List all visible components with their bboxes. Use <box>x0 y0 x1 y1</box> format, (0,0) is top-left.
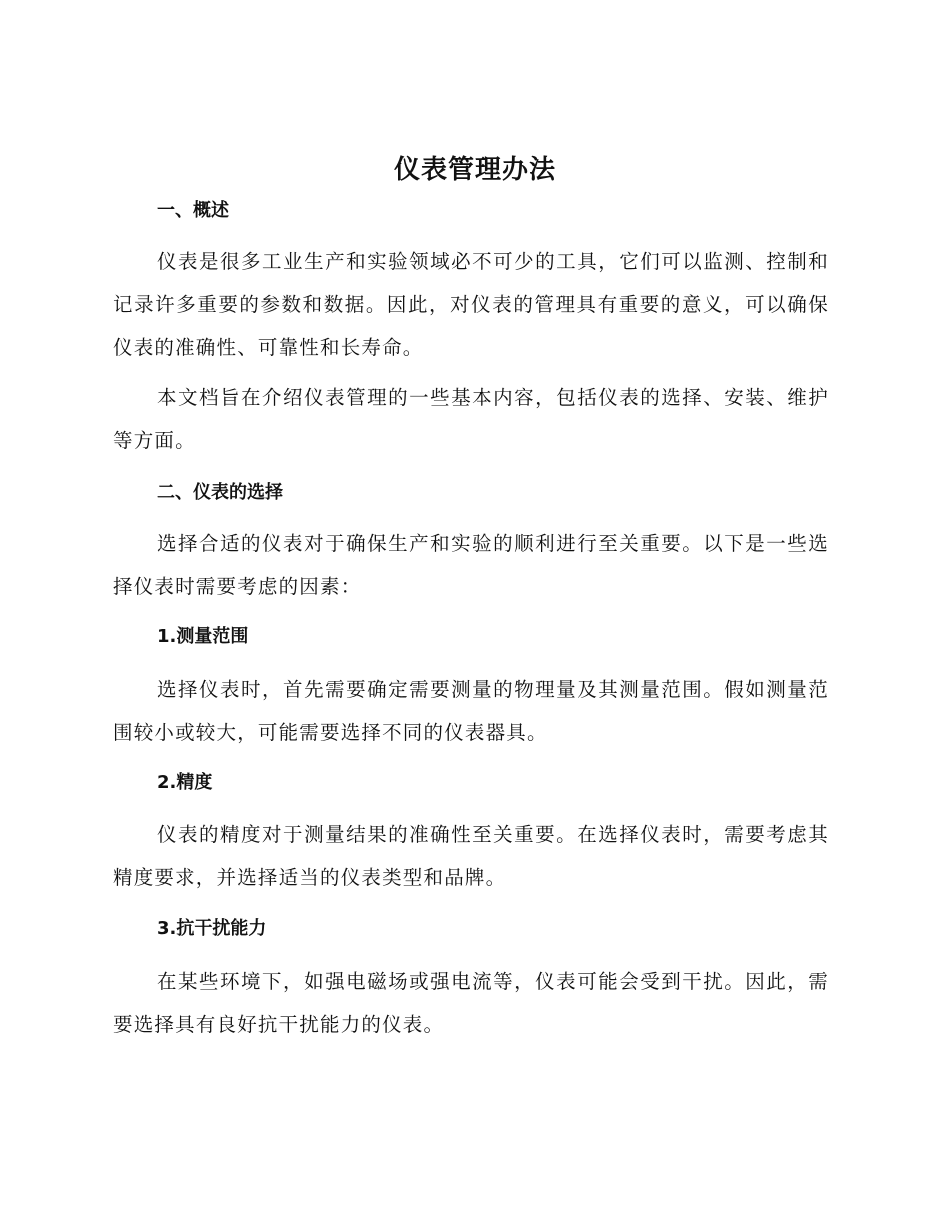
section-heading-overview: 一、概述 <box>157 200 229 221</box>
paragraph-precision: 仪表的精度对于测量结果的准确性至关重要。在选择仪表时，需要考虑其精度要求，并选择适当的仪表类型和品牌。 <box>113 823 829 889</box>
document-title: 仪表管理办法 <box>393 155 556 185</box>
paragraph-anti-interference: 在某些环境下，如强电磁场或强电流等，仪表可能会受到干扰。因此，需要选择具有良好抗干扰能力的仪表。 <box>113 970 829 1036</box>
paragraph-overview-1: 仪表是很多工业生产和实验领域必不可少的工具，它们可以监测、控制和记录许多重要的参数和数据。因此，对仪表的管理具有重要的意义，可以确保仪表的准确性、可靠性和长寿命。 <box>113 250 829 359</box>
paragraph-selection-intro: 选择合适的仪表对于确保生产和实验的顺利进行至关重要。以下是一些选择仪表时需要考虑的因素： <box>113 532 829 598</box>
section-heading-selection: 二、仪表的选择 <box>157 482 283 503</box>
paragraph-overview-2: 本文档旨在介绍仪表管理的一些基本内容，包括仪表的选择、安装、维护等方面。 <box>113 386 829 452</box>
subsection-heading-range: 1.测量范围 <box>157 626 249 647</box>
subsection-heading-anti-interference: 3.抗干扰能力 <box>157 918 267 939</box>
subsection-heading-precision: 2.精度 <box>157 772 213 793</box>
paragraph-range: 选择仪表时，首先需要确定需要测量的物理量及其测量范围。假如测量范围较小或较大，可能需要选择不同的仪表器具。 <box>113 678 829 744</box>
